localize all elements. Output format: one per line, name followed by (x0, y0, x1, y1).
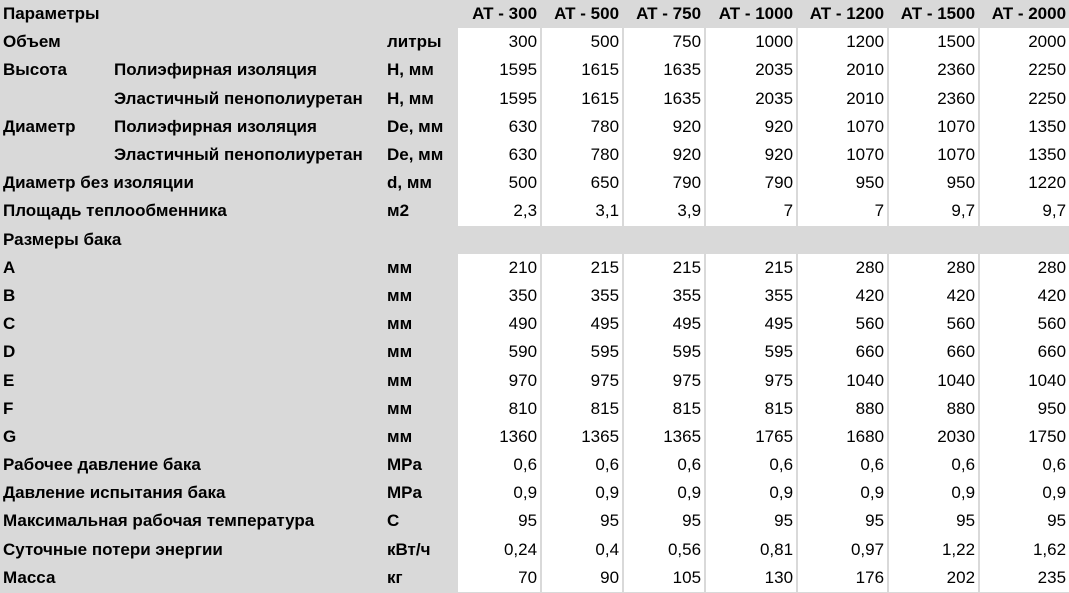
value-cell: 95 (456, 507, 540, 535)
table-row (0, 197, 1069, 225)
unit-label: De, мм (387, 116, 444, 136)
value-cell: 975 (540, 366, 622, 394)
value-cell: 1635 (622, 85, 704, 113)
value-cell: 90 (540, 564, 622, 592)
model-header: AT - 1000 (718, 4, 794, 24)
value-cell: 950 (796, 169, 887, 197)
subparam-label: Эластичный пенополиуретан (114, 88, 363, 108)
value-cell: 95 (704, 507, 796, 535)
param-label: Размеры бака (3, 229, 122, 249)
value-cell: 560 (887, 310, 978, 338)
value-cell: 2035 (704, 85, 796, 113)
value-cell: 1070 (887, 141, 978, 169)
value-cell: 0,6 (978, 451, 1069, 479)
value-cell: 202 (887, 564, 978, 592)
value-cell: 560 (978, 310, 1069, 338)
value-cell: 495 (540, 310, 622, 338)
value-cell: 2010 (796, 56, 887, 84)
table-row (0, 310, 1069, 338)
value-cell: 920 (622, 141, 704, 169)
value-cell: 1,22 (887, 536, 978, 564)
value-cell: 1200 (796, 28, 887, 56)
value-cell: 210 (456, 254, 540, 282)
table-row (0, 226, 1069, 254)
value-cell: 880 (796, 395, 887, 423)
value-cell: 215 (622, 254, 704, 282)
value-cell: 790 (704, 169, 796, 197)
value-cell: 350 (456, 282, 540, 310)
empty-cell (456, 226, 1069, 254)
value-cell: 660 (796, 338, 887, 366)
value-cell: 0,9 (978, 479, 1069, 507)
value-cell: 595 (704, 338, 796, 366)
table-row (0, 338, 1069, 366)
value-cell: 495 (704, 310, 796, 338)
table-row (0, 564, 1069, 592)
table-row (0, 536, 1069, 564)
unit-label: кВт/ч (387, 539, 431, 559)
value-cell: 975 (622, 366, 704, 394)
value-cell: 1750 (978, 423, 1069, 451)
unit-label: мм (387, 342, 413, 362)
param-label: G (3, 426, 17, 446)
table-row (0, 366, 1069, 394)
value-cell: 1,62 (978, 536, 1069, 564)
value-cell: 420 (887, 282, 978, 310)
table-title: Параметры (3, 4, 100, 24)
unit-label: мм (387, 398, 413, 418)
value-cell: 355 (540, 282, 622, 310)
value-cell: 975 (704, 366, 796, 394)
value-cell: 630 (456, 141, 540, 169)
param-label: F (3, 398, 14, 418)
value-cell: 105 (622, 564, 704, 592)
value-cell: 1070 (796, 141, 887, 169)
unit-label: м2 (387, 201, 410, 221)
value-cell: 0,9 (540, 479, 622, 507)
value-cell: 660 (978, 338, 1069, 366)
value-cell: 0,9 (796, 479, 887, 507)
table-row (0, 113, 1069, 141)
table-row (0, 141, 1069, 169)
subparam-label: Полиэфирная изоляция (114, 60, 317, 80)
header-row (0, 0, 1069, 28)
param-label: D (3, 342, 16, 362)
value-cell: 215 (540, 254, 622, 282)
value-cell: 235 (978, 564, 1069, 592)
param-label: E (3, 370, 15, 390)
value-cell: 630 (456, 113, 540, 141)
unit-label: MPa (387, 455, 422, 475)
model-header: AT - 300 (472, 4, 538, 24)
value-cell: 2000 (978, 28, 1069, 56)
value-cell: 9,7 (887, 197, 978, 225)
value-cell: 95 (796, 507, 887, 535)
value-cell: 950 (887, 169, 978, 197)
param-label: Высота (3, 60, 67, 80)
param-label (0, 85, 114, 113)
table-row (0, 451, 1069, 479)
value-cell: 810 (456, 395, 540, 423)
unit-label: мм (387, 426, 413, 446)
value-cell: 0,81 (704, 536, 796, 564)
value-cell: 0,9 (887, 479, 978, 507)
value-cell: 1040 (978, 366, 1069, 394)
value-cell: 815 (704, 395, 796, 423)
value-cell: 0,9 (456, 479, 540, 507)
table-row (0, 479, 1069, 507)
value-cell: 750 (622, 28, 704, 56)
table-row (0, 423, 1069, 451)
unit-label: мм (387, 257, 413, 277)
value-cell: 95 (978, 507, 1069, 535)
unit-label: кг (387, 567, 403, 587)
value-cell: 0,9 (622, 479, 704, 507)
param-label: Площадь теплообменника (3, 201, 227, 221)
value-cell: 1365 (622, 423, 704, 451)
value-cell: 1765 (704, 423, 796, 451)
value-cell: 1070 (887, 113, 978, 141)
value-cell: 1350 (978, 113, 1069, 141)
value-cell: 1680 (796, 423, 887, 451)
value-cell: 1595 (456, 56, 540, 84)
value-cell: 2250 (978, 85, 1069, 113)
value-cell: 95 (622, 507, 704, 535)
param-label: Рабочее давление бака (3, 455, 201, 475)
value-cell: 790 (622, 169, 704, 197)
value-cell: 300 (456, 28, 540, 56)
unit-label: мм (387, 370, 413, 390)
value-cell: 1360 (456, 423, 540, 451)
value-cell: 780 (540, 141, 622, 169)
value-cell: 1365 (540, 423, 622, 451)
value-cell: 1500 (887, 28, 978, 56)
table-row (0, 282, 1069, 310)
table-row (0, 85, 1069, 113)
value-cell: 0,97 (796, 536, 887, 564)
model-header: AT - 2000 (991, 4, 1067, 24)
value-cell: 1040 (796, 366, 887, 394)
unit-label: литры (387, 32, 442, 52)
value-cell: 7 (796, 197, 887, 225)
param-label: Диаметр без изоляции (3, 173, 194, 193)
value-cell: 2010 (796, 85, 887, 113)
value-cell: 420 (796, 282, 887, 310)
value-cell: 0,6 (704, 451, 796, 479)
model-header: AT - 1200 (809, 4, 885, 24)
param-label: B (3, 285, 16, 305)
value-cell: 70 (456, 564, 540, 592)
value-cell: 880 (887, 395, 978, 423)
value-cell: 2250 (978, 56, 1069, 84)
value-cell: 0,6 (796, 451, 887, 479)
param-label: Объем (3, 32, 61, 52)
unit-label (384, 226, 456, 254)
param-label: Диаметр (3, 116, 76, 136)
table-row (0, 56, 1069, 84)
param-label: Суточные потери энергии (3, 539, 223, 559)
value-cell: 1615 (540, 56, 622, 84)
value-cell: 355 (704, 282, 796, 310)
value-cell: 815 (540, 395, 622, 423)
value-cell: 7 (704, 197, 796, 225)
value-cell: 0,24 (456, 536, 540, 564)
value-cell: 420 (978, 282, 1069, 310)
table-row (0, 254, 1069, 282)
value-cell: 2035 (704, 56, 796, 84)
value-cell: 2,3 (456, 197, 540, 225)
param-label: Масса (3, 567, 56, 587)
value-cell: 1070 (796, 113, 887, 141)
unit-label: мм (387, 314, 413, 334)
value-cell: 495 (622, 310, 704, 338)
value-cell: 95 (540, 507, 622, 535)
value-cell: 970 (456, 366, 540, 394)
value-cell: 0,56 (622, 536, 704, 564)
value-cell: 660 (887, 338, 978, 366)
value-cell: 920 (704, 141, 796, 169)
param-label: Давление испытания бака (3, 483, 226, 503)
value-cell: 2360 (887, 85, 978, 113)
value-cell: 1040 (887, 366, 978, 394)
value-cell: 9,7 (978, 197, 1069, 225)
value-cell: 2360 (887, 56, 978, 84)
param-label: Максимальная рабочая температура (3, 511, 315, 531)
unit-label: MPa (387, 483, 422, 503)
value-cell: 595 (540, 338, 622, 366)
value-cell: 1220 (978, 169, 1069, 197)
value-cell: 3,1 (540, 197, 622, 225)
value-cell: 1615 (540, 85, 622, 113)
param-label: A (3, 257, 16, 277)
value-cell: 280 (978, 254, 1069, 282)
table-row (0, 28, 1069, 56)
model-header: AT - 500 (554, 4, 620, 24)
value-cell: 560 (796, 310, 887, 338)
value-cell: 3,9 (622, 197, 704, 225)
value-cell: 2030 (887, 423, 978, 451)
value-cell: 0,6 (887, 451, 978, 479)
value-cell: 500 (456, 169, 540, 197)
value-cell: 920 (704, 113, 796, 141)
value-cell: 1000 (704, 28, 796, 56)
value-cell: 0,9 (704, 479, 796, 507)
subparam-label: Полиэфирная изоляция (114, 116, 317, 136)
value-cell: 780 (540, 113, 622, 141)
value-cell: 950 (978, 395, 1069, 423)
model-header: AT - 750 (636, 4, 702, 24)
unit-label: d, мм (387, 173, 432, 193)
param-label: C (3, 314, 16, 334)
value-cell: 0,4 (540, 536, 622, 564)
value-cell: 1635 (622, 56, 704, 84)
value-cell: 215 (704, 254, 796, 282)
value-cell: 650 (540, 169, 622, 197)
param-label (0, 141, 114, 169)
value-cell: 500 (540, 28, 622, 56)
value-cell: 355 (622, 282, 704, 310)
value-cell: 280 (887, 254, 978, 282)
value-cell: 815 (622, 395, 704, 423)
value-cell: 595 (622, 338, 704, 366)
value-cell: 130 (704, 564, 796, 592)
table-row (0, 169, 1069, 197)
subparam-label: Эластичный пенополиуретан (114, 145, 363, 165)
value-cell: 490 (456, 310, 540, 338)
value-cell: 95 (887, 507, 978, 535)
unit-label: H, мм (387, 60, 434, 80)
value-cell: 1350 (978, 141, 1069, 169)
table-row (0, 395, 1069, 423)
unit-label: мм (387, 285, 413, 305)
value-cell: 0,6 (540, 451, 622, 479)
unit-label: De, мм (387, 145, 444, 165)
value-cell: 0,6 (456, 451, 540, 479)
table-row (0, 507, 1069, 535)
value-cell: 176 (796, 564, 887, 592)
value-cell: 920 (622, 113, 704, 141)
model-header: AT - 1500 (900, 4, 976, 24)
value-cell: 590 (456, 338, 540, 366)
unit-label: C (387, 511, 400, 531)
unit-label: H, мм (387, 88, 434, 108)
value-cell: 1595 (456, 85, 540, 113)
value-cell: 0,6 (622, 451, 704, 479)
value-cell: 280 (796, 254, 887, 282)
